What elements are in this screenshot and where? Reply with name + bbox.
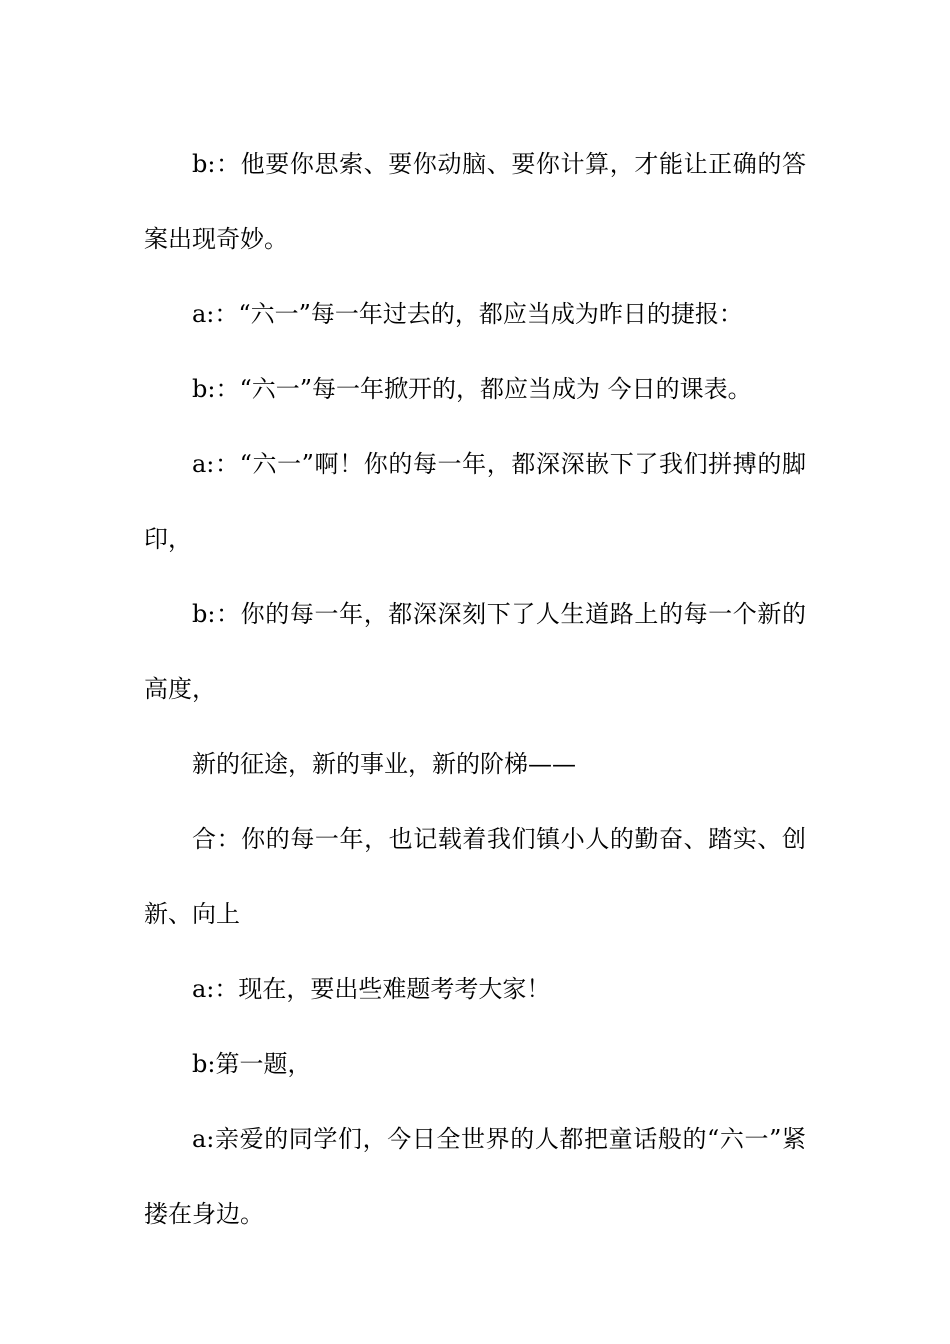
- paragraph-together: 合：你的每一年，也记载着我们镇小人的勤奋、踏实、创新、向上: [144, 825, 806, 928]
- document-body: [144, 127, 806, 1252]
- paragraph-a-footprints: a:：“六一”啊！你的每一年，都深深嵌下了我们拼搏的脚印，: [144, 450, 806, 553]
- paragraph-b-heights: b:：你的每一年，都深深刻下了人生道路上的每一个新的高度，: [144, 600, 806, 703]
- paragraph-b-first-question: b:第一题，: [192, 1050, 312, 1078]
- paragraph-a-classmates: a:亲爱的同学们，今日全世界的人都把童话般的“六一”紧搂在身边。: [144, 1125, 806, 1228]
- paragraph-a-past-years: a:：“六一”每一年过去的，都应当成为昨日的捷报：: [192, 300, 743, 328]
- paragraph-b-new-years: b:：“六一”每一年掀开的，都应当成为 今日的课表。: [192, 375, 752, 403]
- paragraph-a-questions: a:：现在，要出些难题考考大家！: [192, 975, 551, 1003]
- paragraph-new-journey: 新的征途，新的事业，新的阶梯——: [192, 750, 576, 778]
- paragraph-b-think: b:：他要你思索、要你动脑、要你计算，才能让正确的答案出现奇妙。: [144, 150, 806, 253]
